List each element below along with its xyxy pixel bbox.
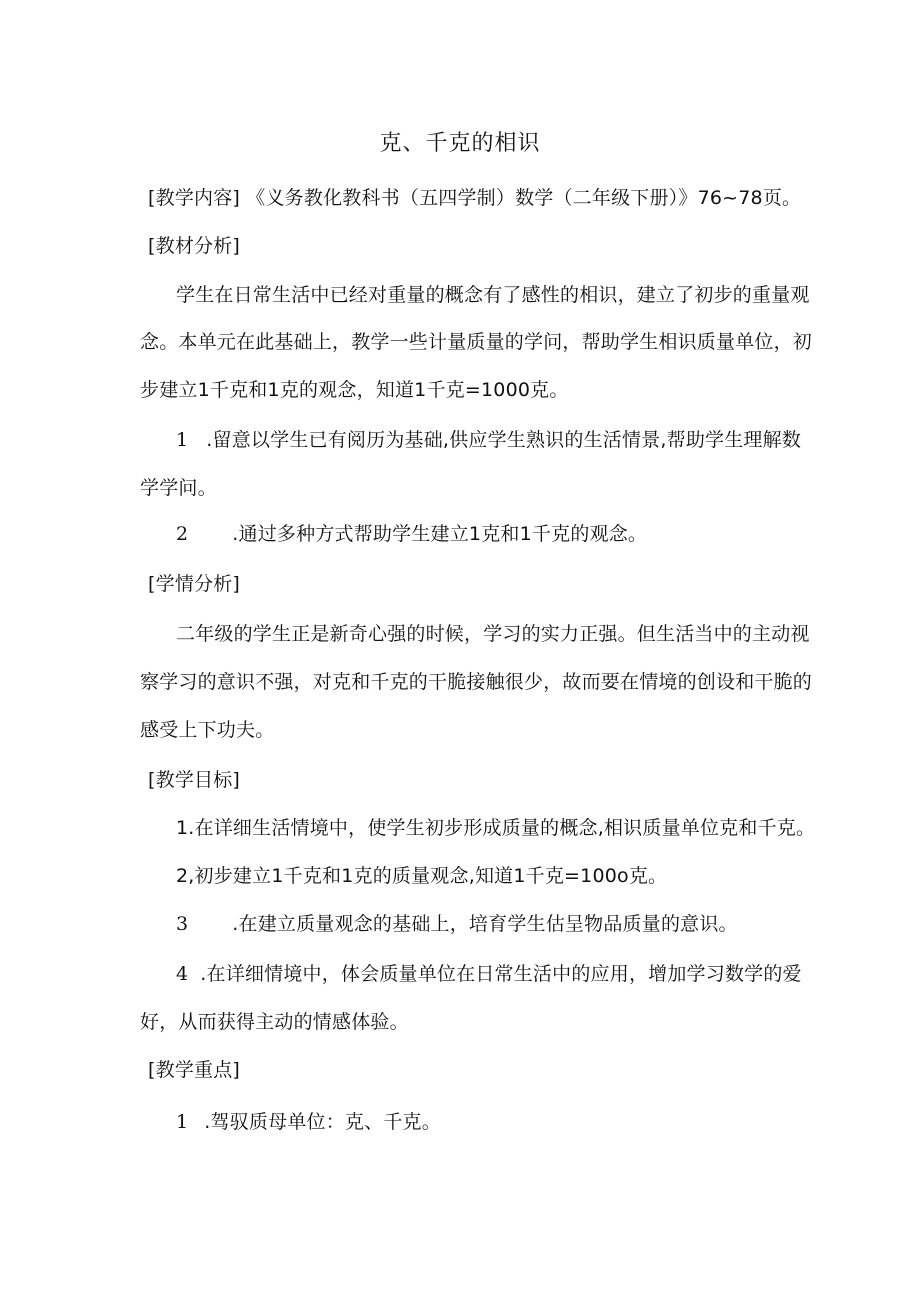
- item-number: 1: [176, 429, 189, 451]
- material-analysis-para-line: 学生在日常生活中已经对重量的概念有了感性的相识，建立了初步的重量观: [176, 284, 810, 306]
- teaching-goal-1: 1.在详细生活情境中，使学生初步形成质量的概念,相识质量单位克和千克。: [176, 817, 816, 839]
- material-item-1: [176, 428, 801, 452]
- key-points-heading: [教学重点]: [148, 1059, 241, 1081]
- item-text: .通过多种方式帮助学生建立1克和1千克的观念。: [232, 523, 648, 545]
- item-number: 2: [176, 523, 189, 545]
- learning-analysis-line: 察学习的意识不强，对克和千克的干脆接触很少，故而要在情境的创设和干脆的: [140, 671, 813, 693]
- item-text: .在建立质量观念的基础上，培育学生估呈物品质量的意识。: [232, 913, 738, 935]
- teaching-goal-4-continued: 好，从而获得主动的情感体验。: [140, 1011, 409, 1033]
- teaching-goals-heading: [教学目标]: [148, 769, 241, 791]
- material-analysis-para-line: 念。本单元在此基础上，教学一些计量质量的学问，帮助学生相识质量单位，初: [140, 331, 813, 353]
- material-analysis-heading: [教材分析]: [148, 235, 241, 257]
- document-title: 克、千克的相识: [379, 131, 541, 156]
- item-number: 4: [176, 963, 189, 985]
- item-text: .留意以学生已有阅历为基础,供应学生熟识的生活情景,帮助学生理解数: [206, 429, 802, 451]
- teaching-goal-4: [176, 962, 802, 986]
- learning-analysis-heading: [学情分析]: [148, 573, 241, 595]
- learning-analysis-line: 感受上下功夫。: [140, 719, 275, 741]
- material-analysis-para-line: 步建立1千克和1克的观念，知道1千克=1000克。: [140, 379, 569, 401]
- item-text: .在详细情境中，体会质量单位在日常生活中的应用，增加学习数学的爱: [200, 963, 802, 985]
- item-number: 3: [176, 913, 189, 935]
- material-item-1-continued: 学学问。: [140, 477, 217, 499]
- item-number: 1: [176, 1111, 189, 1133]
- teaching-content-line: [教学内容] 《义务教化教科书（五四学制）数学（二年级下册）》76~78页。: [148, 187, 802, 209]
- learning-analysis-line: 二年级的学生正是新奇心强的时候，学习的实力正强。但生活当中的主动视: [176, 623, 810, 645]
- teaching-goal-3: [176, 912, 738, 936]
- item-text: .驾驭质母单位：克、千克。: [204, 1111, 441, 1133]
- teaching-goal-2: 2,初步建立1千克和1克的质量观念,知道1千克=100o克。: [176, 865, 668, 887]
- key-point-1: [176, 1110, 441, 1134]
- material-item-2: [176, 522, 647, 546]
